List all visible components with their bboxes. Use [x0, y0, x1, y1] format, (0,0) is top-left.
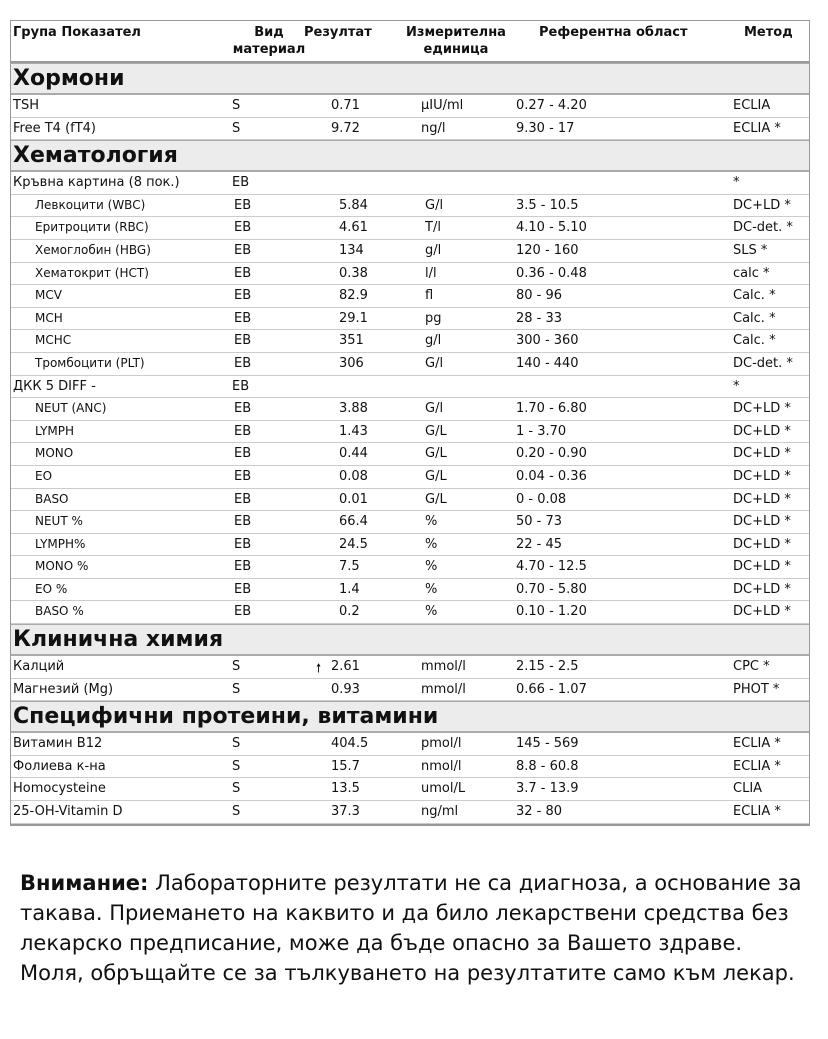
cell-unit: pmol/l — [421, 736, 462, 752]
cell-material: EB — [234, 468, 252, 484]
cell-unit: % — [425, 514, 438, 530]
cell-result: 0.2 — [339, 604, 360, 620]
high-flag-arrow-icon: 🠕 — [316, 661, 322, 676]
table-row — [11, 376, 809, 399]
cell-ref: 3.5 - 10.5 — [516, 197, 579, 213]
table-row — [11, 195, 809, 218]
cell-material: EB — [234, 197, 252, 213]
cell-method: * — [733, 378, 740, 394]
cell-method: ECLIA * — [733, 758, 781, 774]
section-header: Хематология — [11, 140, 809, 172]
cell-result: 351 — [339, 333, 364, 349]
cell-method: Calc. * — [733, 288, 776, 304]
cell-name: NEUT % — [35, 514, 83, 529]
cell-ref: 0.36 - 0.48 — [516, 265, 587, 281]
cell-unit: ng/l — [421, 120, 446, 136]
table-row — [11, 353, 809, 376]
table-row — [11, 733, 809, 756]
cell-unit: G/L — [425, 446, 447, 462]
cell-result: 0.08 — [339, 468, 368, 484]
table-row — [11, 308, 809, 331]
cell-result: 1.4 — [339, 581, 360, 597]
table-row — [11, 601, 809, 624]
cell-unit: mmol/l — [421, 659, 466, 675]
cell-ref: 1.70 - 6.80 — [516, 401, 587, 417]
cell-result: 3.88 — [339, 401, 368, 417]
cell-ref: 4.70 - 12.5 — [516, 559, 587, 575]
cell-method: DC+LD * — [733, 197, 791, 213]
cell-ref: 0 - 0.08 — [516, 491, 567, 507]
cell-method: calc * — [733, 265, 770, 281]
cell-material: EB — [234, 355, 252, 371]
cell-unit: G/l — [425, 355, 444, 371]
cell-ref: 8.8 - 60.8 — [516, 758, 579, 774]
cell-name: 25-OH-Vitamin D — [13, 804, 123, 820]
cell-result: 0.44 — [339, 446, 368, 462]
cell-method: DC+LD * — [733, 401, 791, 417]
cell-method: PHOT * — [733, 681, 780, 697]
cell-material: EB — [234, 265, 252, 281]
disclaimer-label: Внимание: — [20, 871, 149, 895]
cell-name: ДКК 5 DIFF - — [13, 378, 96, 394]
cell-material: EB — [234, 514, 252, 530]
cell-name: EO % — [35, 581, 68, 596]
cell-ref: 1 - 3.70 — [516, 423, 567, 439]
cell-method: DC+LD * — [733, 559, 791, 575]
results-table — [10, 20, 810, 826]
cell-unit: T/l — [425, 220, 441, 236]
cell-material: EB — [234, 446, 252, 462]
table-row — [11, 398, 809, 421]
cell-material: S — [232, 781, 241, 797]
cell-name: LYMPH% — [35, 536, 86, 551]
cell-name: Хематокрит (HCT) — [35, 265, 149, 280]
cell-method: DC+LD * — [733, 423, 791, 439]
cell-name: Магнезий (Mg) — [13, 681, 114, 697]
cell-method: Calc. * — [733, 333, 776, 349]
cell-unit: nmol/l — [421, 758, 462, 774]
cell-unit: µIU/ml — [421, 98, 464, 113]
table-header — [11, 21, 809, 63]
cell-method: SLS * — [733, 242, 768, 258]
cell-result: 9.72 — [331, 120, 360, 136]
cell-result: 134 — [339, 242, 364, 258]
cell-ref: 0.66 - 1.07 — [516, 681, 587, 697]
cell-method: ECLIA — [733, 98, 771, 113]
header-reference: Референтна област — [539, 25, 688, 40]
cell-method: DC+LD * — [733, 514, 791, 530]
cell-name: EO — [35, 468, 53, 483]
cell-method: DC+LD * — [733, 491, 791, 507]
cell-name: Free T4 (fT4) — [13, 120, 96, 136]
table-row — [11, 263, 809, 286]
cell-ref: 9.30 - 17 — [516, 120, 575, 136]
table-row — [11, 756, 809, 779]
cell-unit: % — [425, 559, 438, 575]
table-row — [11, 556, 809, 579]
cell-method: ECLIA * — [733, 120, 781, 136]
cell-result: 15.7 — [331, 758, 360, 774]
cell-method: ECLIA * — [733, 804, 781, 820]
cell-method: CLIA — [733, 781, 763, 797]
cell-material: S — [232, 758, 241, 774]
cell-material: EB — [232, 175, 250, 191]
cell-name: Фолиева к-на — [13, 758, 106, 774]
cell-material: EB — [234, 310, 252, 326]
cell-ref: 80 - 96 — [516, 288, 563, 304]
cell-material: EB — [234, 401, 252, 417]
table-row — [11, 443, 809, 466]
cell-method: DC+LD * — [733, 468, 791, 484]
cell-result: 37.3 — [331, 804, 360, 820]
cell-name: TSH — [13, 98, 39, 113]
cell-result: 404.5 — [331, 736, 369, 752]
table-row — [11, 217, 809, 240]
table-row — [11, 679, 809, 702]
table-row — [11, 656, 809, 679]
cell-ref: 50 - 73 — [516, 514, 563, 530]
cell-name: BASO — [35, 491, 69, 506]
cell-unit: ng/ml — [421, 804, 459, 820]
cell-unit: G/L — [425, 491, 447, 507]
table-row — [11, 801, 809, 824]
cell-material: EB — [234, 423, 252, 439]
cell-material: S — [232, 681, 241, 697]
table-row — [11, 285, 809, 308]
cell-name: LYMPH — [35, 423, 75, 438]
cell-ref: 2.15 - 2.5 — [516, 659, 579, 675]
cell-material: S — [232, 98, 241, 113]
cell-unit: % — [425, 604, 438, 620]
disclaimer-text: Лабораторните резултати не са диагноза, а основание за такава. Приемането на каквито и да било лекарствени средства без лекарско предписание, може да бъде опасно за Вашето здраве. Моля, обръщайте се за тълкуването на резултатите само към лекар. — [20, 871, 802, 985]
cell-ref: 0.70 - 5.80 — [516, 581, 587, 597]
cell-name: MCH — [35, 310, 63, 325]
cell-material: EB — [234, 491, 252, 507]
cell-material: EB — [234, 536, 252, 552]
cell-result: 0.38 — [339, 265, 368, 281]
cell-method: DC+LD * — [733, 446, 791, 462]
cell-name: BASO % — [35, 604, 84, 619]
cell-ref: 3.7 - 13.9 — [516, 781, 579, 797]
cell-name: MCHC — [35, 333, 72, 348]
section-header: Хормони — [11, 63, 809, 95]
cell-material: EB — [234, 604, 252, 620]
cell-result: 0.71 — [331, 98, 360, 113]
cell-ref: 0.04 - 0.36 — [516, 468, 587, 484]
cell-result: 0.01 — [339, 491, 368, 507]
cell-unit: % — [425, 581, 438, 597]
cell-result: 306 — [339, 355, 364, 371]
cell-name: Тромбоцити (PLT) — [35, 355, 145, 370]
cell-result: 0.93 — [331, 681, 360, 697]
cell-result: 66.4 — [339, 514, 368, 530]
table-row — [11, 95, 809, 118]
cell-unit: G/l — [425, 197, 444, 213]
cell-name: Калций — [13, 659, 65, 675]
cell-material: S — [232, 804, 241, 820]
cell-ref: 300 - 360 — [516, 333, 579, 349]
cell-material: S — [232, 120, 241, 136]
cell-result: 29.1 — [339, 310, 368, 326]
section-header: Специфични протеини, витамини — [11, 701, 809, 733]
cell-material: S — [232, 736, 241, 752]
table-row — [11, 172, 809, 195]
cell-result: 4.61 — [339, 220, 368, 236]
table-row — [11, 511, 809, 534]
cell-ref: 28 - 33 — [516, 310, 563, 326]
cell-ref: 22 - 45 — [516, 536, 563, 552]
cell-ref: 120 - 160 — [516, 242, 579, 258]
header-group: Група Показател — [13, 25, 141, 40]
cell-unit: G/L — [425, 423, 447, 439]
cell-name: MCV — [35, 288, 62, 303]
cell-unit: pg — [425, 310, 442, 326]
cell-method: * — [733, 175, 740, 191]
cell-unit: fl — [425, 288, 434, 304]
cell-name: NEUT (ANC) — [35, 401, 107, 416]
disclaimer-note — [20, 868, 810, 988]
table-row — [11, 778, 809, 801]
cell-name: Homocysteine — [13, 781, 106, 797]
table-row — [11, 579, 809, 602]
cell-material: EB — [234, 288, 252, 304]
cell-material: EB — [234, 242, 252, 258]
cell-ref: 32 - 80 — [516, 804, 563, 820]
cell-name: Еритроцити (RBC) — [35, 220, 149, 235]
cell-method: ECLIA * — [733, 736, 781, 752]
section-header: Клинична химия — [11, 624, 809, 656]
header-result: Резултат — [304, 25, 372, 40]
cell-material: EB — [234, 333, 252, 349]
cell-ref: 0.10 - 1.20 — [516, 604, 587, 620]
table-row — [11, 240, 809, 263]
cell-name: Хемоглобин (HBG) — [35, 242, 151, 257]
cell-unit: g/l — [425, 333, 442, 349]
table-row — [11, 421, 809, 444]
cell-result: 82.9 — [339, 288, 368, 304]
table-row — [11, 489, 809, 512]
header-material: Вид материал — [232, 25, 306, 57]
cell-result: 7.5 — [339, 559, 360, 575]
cell-name: Левкоцити (WBC) — [35, 197, 146, 212]
cell-material: EB — [234, 220, 252, 236]
cell-result: 13.5 — [331, 781, 360, 797]
cell-name: MONO % — [35, 559, 89, 574]
cell-method: DC-det. * — [733, 220, 793, 236]
cell-ref: 0.27 - 4.20 — [516, 98, 587, 113]
cell-unit: G/l — [425, 401, 444, 417]
cell-unit: mmol/l — [421, 681, 466, 697]
table-row — [11, 118, 809, 141]
cell-material: EB — [234, 581, 252, 597]
table-row — [11, 534, 809, 557]
cell-result: 1.43 — [339, 423, 368, 439]
cell-unit: G/L — [425, 468, 447, 484]
table-row — [11, 330, 809, 353]
cell-method: CPC * — [733, 659, 770, 675]
cell-method: Calc. * — [733, 310, 776, 326]
table-row — [11, 466, 809, 489]
cell-result: 2.61 — [331, 659, 360, 675]
cell-ref: 145 - 569 — [516, 736, 579, 752]
header-method: Метод — [744, 25, 793, 40]
cell-method: DC-det. * — [733, 355, 793, 371]
cell-material: EB — [234, 559, 252, 575]
cell-ref: 4.10 - 5.10 — [516, 220, 587, 236]
cell-name: MONO — [35, 446, 74, 461]
cell-method: DC+LD * — [733, 581, 791, 597]
cell-unit: g/l — [425, 242, 442, 258]
header-unit: Измерителна единица — [406, 25, 506, 57]
cell-name: Витамин B12 — [13, 736, 103, 752]
cell-method: DC+LD * — [733, 604, 791, 620]
cell-method: DC+LD * — [733, 536, 791, 552]
cell-material: S — [232, 659, 241, 675]
cell-unit: l/l — [425, 265, 437, 281]
cell-material: EB — [232, 378, 250, 394]
cell-result: 24.5 — [339, 536, 368, 552]
cell-unit: umol/L — [421, 781, 466, 797]
cell-ref: 140 - 440 — [516, 355, 579, 371]
cell-name: Кръвна картина (8 пок.) — [13, 175, 180, 191]
cell-result: 5.84 — [339, 197, 368, 213]
cell-ref: 0.20 - 0.90 — [516, 446, 587, 462]
cell-unit: % — [425, 536, 438, 552]
